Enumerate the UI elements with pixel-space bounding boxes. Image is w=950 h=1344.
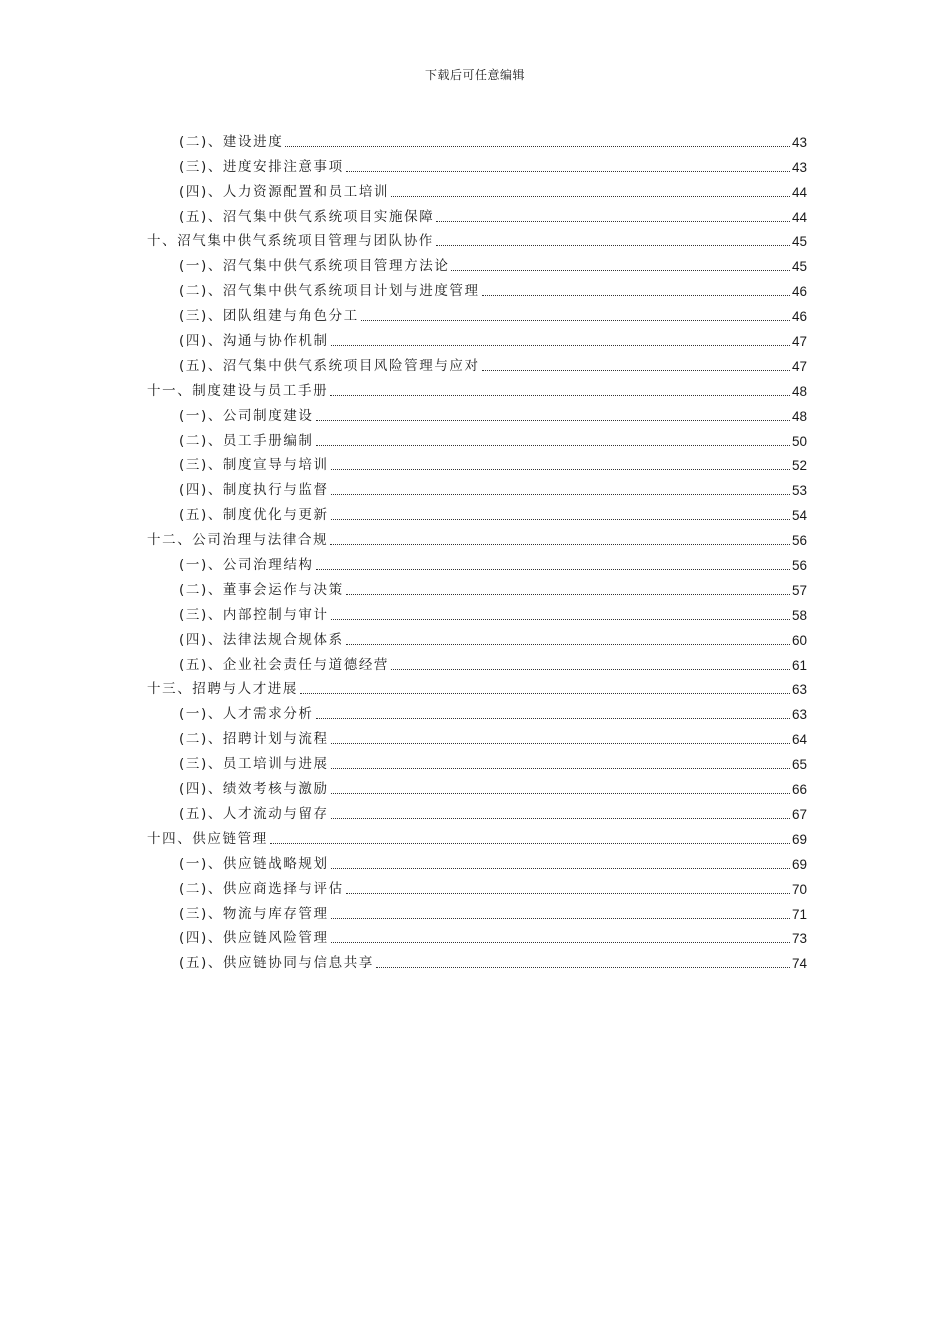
toc-entry-page-number: 43 bbox=[791, 159, 807, 175]
toc-entry-page-number: 64 bbox=[791, 732, 807, 748]
toc-entry-page-number: 74 bbox=[791, 956, 807, 972]
toc-entry-page-number: 63 bbox=[791, 707, 807, 723]
toc-dot-leader bbox=[331, 917, 790, 919]
toc-entry-page-number: 54 bbox=[791, 508, 807, 524]
toc-entry-page-number: 44 bbox=[791, 209, 807, 225]
toc-entry-title: 十、沼气集中供气系统项目管理与团队协作 bbox=[147, 233, 434, 250]
toc-section-entry[interactable] bbox=[179, 749, 807, 774]
toc-section-entry[interactable] bbox=[179, 899, 807, 924]
toc-entry-title: (四)、人力资源配置和员工培训 bbox=[179, 183, 390, 200]
toc-entry-title: (二)、建设进度 bbox=[179, 133, 284, 150]
toc-dot-leader bbox=[331, 792, 790, 794]
toc-entry-page-number: 73 bbox=[791, 931, 807, 947]
toc-section-entry[interactable] bbox=[179, 575, 807, 600]
toc-section-entry[interactable] bbox=[179, 650, 807, 675]
toc-dot-leader bbox=[331, 618, 790, 620]
toc-entry-page-number: 53 bbox=[791, 483, 807, 499]
toc-entry-title: (五)、供应链协同与信息共享 bbox=[179, 955, 374, 972]
toc-dot-leader bbox=[316, 419, 790, 421]
toc-entry-page-number: 63 bbox=[791, 682, 807, 698]
toc-entry-page-number: 46 bbox=[791, 309, 807, 325]
toc-dot-leader bbox=[376, 966, 790, 968]
toc-entry-title: (二)、董事会运作与决策 bbox=[179, 581, 344, 598]
toc-section-entry[interactable] bbox=[179, 799, 807, 824]
toc-dot-leader bbox=[270, 842, 790, 844]
toc-section-entry[interactable] bbox=[179, 500, 807, 525]
toc-entry-page-number: 50 bbox=[791, 433, 807, 449]
toc-entry-page-number: 45 bbox=[791, 234, 807, 250]
toc-entry-title: (一)、公司制度建设 bbox=[179, 407, 314, 424]
toc-dot-leader bbox=[346, 593, 790, 595]
toc-dot-leader bbox=[331, 344, 790, 346]
toc-section-entry[interactable] bbox=[179, 152, 807, 177]
toc-section-entry[interactable] bbox=[179, 401, 807, 426]
toc-entry-page-number: 71 bbox=[791, 906, 807, 922]
toc-entry-page-number: 65 bbox=[791, 757, 807, 773]
toc-entry-page-number: 48 bbox=[791, 383, 807, 399]
toc-entry-page-number: 66 bbox=[791, 782, 807, 798]
toc-section-entry[interactable] bbox=[179, 924, 807, 949]
toc-entry-title: (四)、绩效考核与激励 bbox=[179, 781, 329, 798]
toc-entry-page-number: 70 bbox=[791, 881, 807, 897]
toc-dot-leader bbox=[346, 892, 790, 894]
toc-section-entry[interactable] bbox=[179, 127, 807, 152]
toc-dot-leader bbox=[436, 220, 790, 222]
toc-section-entry[interactable] bbox=[179, 874, 807, 899]
toc-section-entry[interactable] bbox=[179, 426, 807, 451]
toc-dot-leader bbox=[316, 444, 790, 446]
toc-entry-page-number: 47 bbox=[791, 334, 807, 350]
toc-section-entry[interactable] bbox=[179, 600, 807, 625]
toc-entry-title: 十一、制度建设与员工手册 bbox=[147, 382, 329, 399]
toc-entry-title: 十二、公司治理与法律合规 bbox=[147, 532, 329, 549]
toc-entry-title: (四)、沟通与协作机制 bbox=[179, 333, 329, 350]
toc-entry-title: (三)、物流与库存管理 bbox=[179, 905, 329, 922]
toc-entry-page-number: 47 bbox=[791, 358, 807, 374]
toc-dot-leader bbox=[391, 195, 790, 197]
toc-dot-leader bbox=[285, 145, 790, 147]
toc-entry-title: (五)、制度优化与更新 bbox=[179, 507, 329, 524]
toc-dot-leader bbox=[316, 717, 790, 719]
toc-section-entry[interactable] bbox=[179, 326, 807, 351]
toc-section-entry[interactable] bbox=[179, 251, 807, 276]
toc-entry-title: (二)、沼气集中供气系统项目计划与进度管理 bbox=[179, 283, 480, 300]
toc-entry-page-number: 48 bbox=[791, 408, 807, 424]
toc-section-entry[interactable] bbox=[179, 774, 807, 799]
toc-entry-title: (三)、团队组建与角色分工 bbox=[179, 308, 359, 325]
toc-entry-page-number: 46 bbox=[791, 284, 807, 300]
toc-entry-page-number: 57 bbox=[791, 582, 807, 598]
toc-dot-leader bbox=[482, 369, 790, 371]
toc-entry-title: (五)、人才流动与留存 bbox=[179, 805, 329, 822]
toc-dot-leader bbox=[436, 244, 790, 246]
toc-dot-leader bbox=[346, 170, 790, 172]
toc-section-entry[interactable] bbox=[179, 276, 807, 301]
toc-dot-leader bbox=[331, 767, 790, 769]
toc-entry-title: 十四、供应链管理 bbox=[147, 830, 268, 847]
toc-chapter-entry[interactable] bbox=[147, 227, 807, 252]
toc-entry-page-number: 56 bbox=[791, 558, 807, 574]
toc-dot-leader bbox=[451, 269, 790, 271]
toc-entry-title: (一)、沼气集中供气系统项目管理方法论 bbox=[179, 258, 450, 275]
toc-entry-title: 十三、招聘与人才进展 bbox=[147, 681, 298, 698]
toc-entry-page-number: 56 bbox=[791, 533, 807, 549]
toc-section-entry[interactable] bbox=[179, 177, 807, 202]
toc-entry-page-number: 69 bbox=[791, 831, 807, 847]
toc-section-entry[interactable] bbox=[179, 625, 807, 650]
toc-dot-leader bbox=[331, 518, 790, 520]
toc-entry-title: (五)、企业社会责任与道德经营 bbox=[179, 656, 390, 673]
toc-section-entry[interactable] bbox=[179, 699, 807, 724]
toc-entry-page-number: 44 bbox=[791, 184, 807, 200]
toc-entry-title: (二)、招聘计划与流程 bbox=[179, 731, 329, 748]
toc-entry-page-number: 67 bbox=[791, 806, 807, 822]
toc-entry-title: (五)、沼气集中供气系统项目实施保障 bbox=[179, 208, 435, 225]
toc-entry-title: (一)、公司治理结构 bbox=[179, 557, 314, 574]
toc-section-entry[interactable] bbox=[179, 475, 807, 500]
toc-entry-page-number: 69 bbox=[791, 856, 807, 872]
toc-entry-page-number: 60 bbox=[791, 632, 807, 648]
toc-section-entry[interactable] bbox=[179, 301, 807, 326]
toc-section-entry[interactable] bbox=[179, 849, 807, 874]
toc-entry-page-number: 52 bbox=[791, 458, 807, 474]
toc-dot-leader bbox=[346, 643, 790, 645]
toc-dot-leader bbox=[361, 319, 790, 321]
toc-dot-leader bbox=[330, 543, 790, 545]
toc-chapter-entry[interactable] bbox=[147, 824, 807, 849]
toc-dot-leader bbox=[482, 294, 790, 296]
toc-entry-title: (五)、沼气集中供气系统项目风险管理与应对 bbox=[179, 357, 480, 374]
toc-dot-leader bbox=[331, 493, 790, 495]
toc-entry-title: (一)、人才需求分析 bbox=[179, 706, 314, 723]
toc-entry-page-number: 45 bbox=[791, 259, 807, 275]
table-of-contents bbox=[0, 127, 950, 973]
toc-entry-page-number: 43 bbox=[791, 134, 807, 150]
toc-entry-title: (三)、员工培训与进展 bbox=[179, 756, 329, 773]
toc-section-entry[interactable] bbox=[179, 550, 807, 575]
toc-entry-title: (四)、法律法规合规体系 bbox=[179, 631, 344, 648]
toc-section-entry[interactable] bbox=[179, 948, 807, 973]
toc-entry-page-number: 61 bbox=[791, 657, 807, 673]
toc-dot-leader bbox=[331, 468, 790, 470]
toc-dot-leader bbox=[331, 742, 790, 744]
toc-entry-title: (四)、制度执行与监督 bbox=[179, 482, 329, 499]
toc-section-entry[interactable] bbox=[179, 724, 807, 749]
toc-dot-leader bbox=[316, 568, 790, 570]
toc-dot-leader bbox=[330, 394, 790, 396]
toc-dot-leader bbox=[331, 941, 790, 943]
page-header: 下载后可任意编辑 bbox=[424, 68, 525, 82]
toc-entry-title: (二)、员工手册编制 bbox=[179, 432, 314, 449]
toc-entry-page-number: 58 bbox=[791, 607, 807, 623]
toc-entry-title: (二)、供应商选择与评估 bbox=[179, 880, 344, 897]
toc-section-entry[interactable] bbox=[179, 202, 807, 227]
toc-chapter-entry[interactable] bbox=[147, 376, 807, 401]
toc-entry-title: (三)、内部控制与审计 bbox=[179, 606, 329, 623]
toc-entry-title: (四)、供应链风险管理 bbox=[179, 930, 329, 947]
toc-section-entry[interactable] bbox=[179, 351, 807, 376]
toc-dot-leader bbox=[391, 668, 790, 670]
toc-dot-leader bbox=[331, 817, 790, 819]
toc-entry-title: (三)、制度宣导与培训 bbox=[179, 457, 329, 474]
toc-entry-title: (三)、进度安排注意事项 bbox=[179, 158, 344, 175]
toc-chapter-entry[interactable] bbox=[147, 675, 807, 700]
toc-dot-leader bbox=[300, 692, 790, 694]
toc-section-entry[interactable] bbox=[179, 451, 807, 476]
toc-entry-title: (一)、供应链战略规划 bbox=[179, 855, 329, 872]
toc-dot-leader bbox=[331, 867, 790, 869]
toc-chapter-entry[interactable] bbox=[147, 525, 807, 550]
